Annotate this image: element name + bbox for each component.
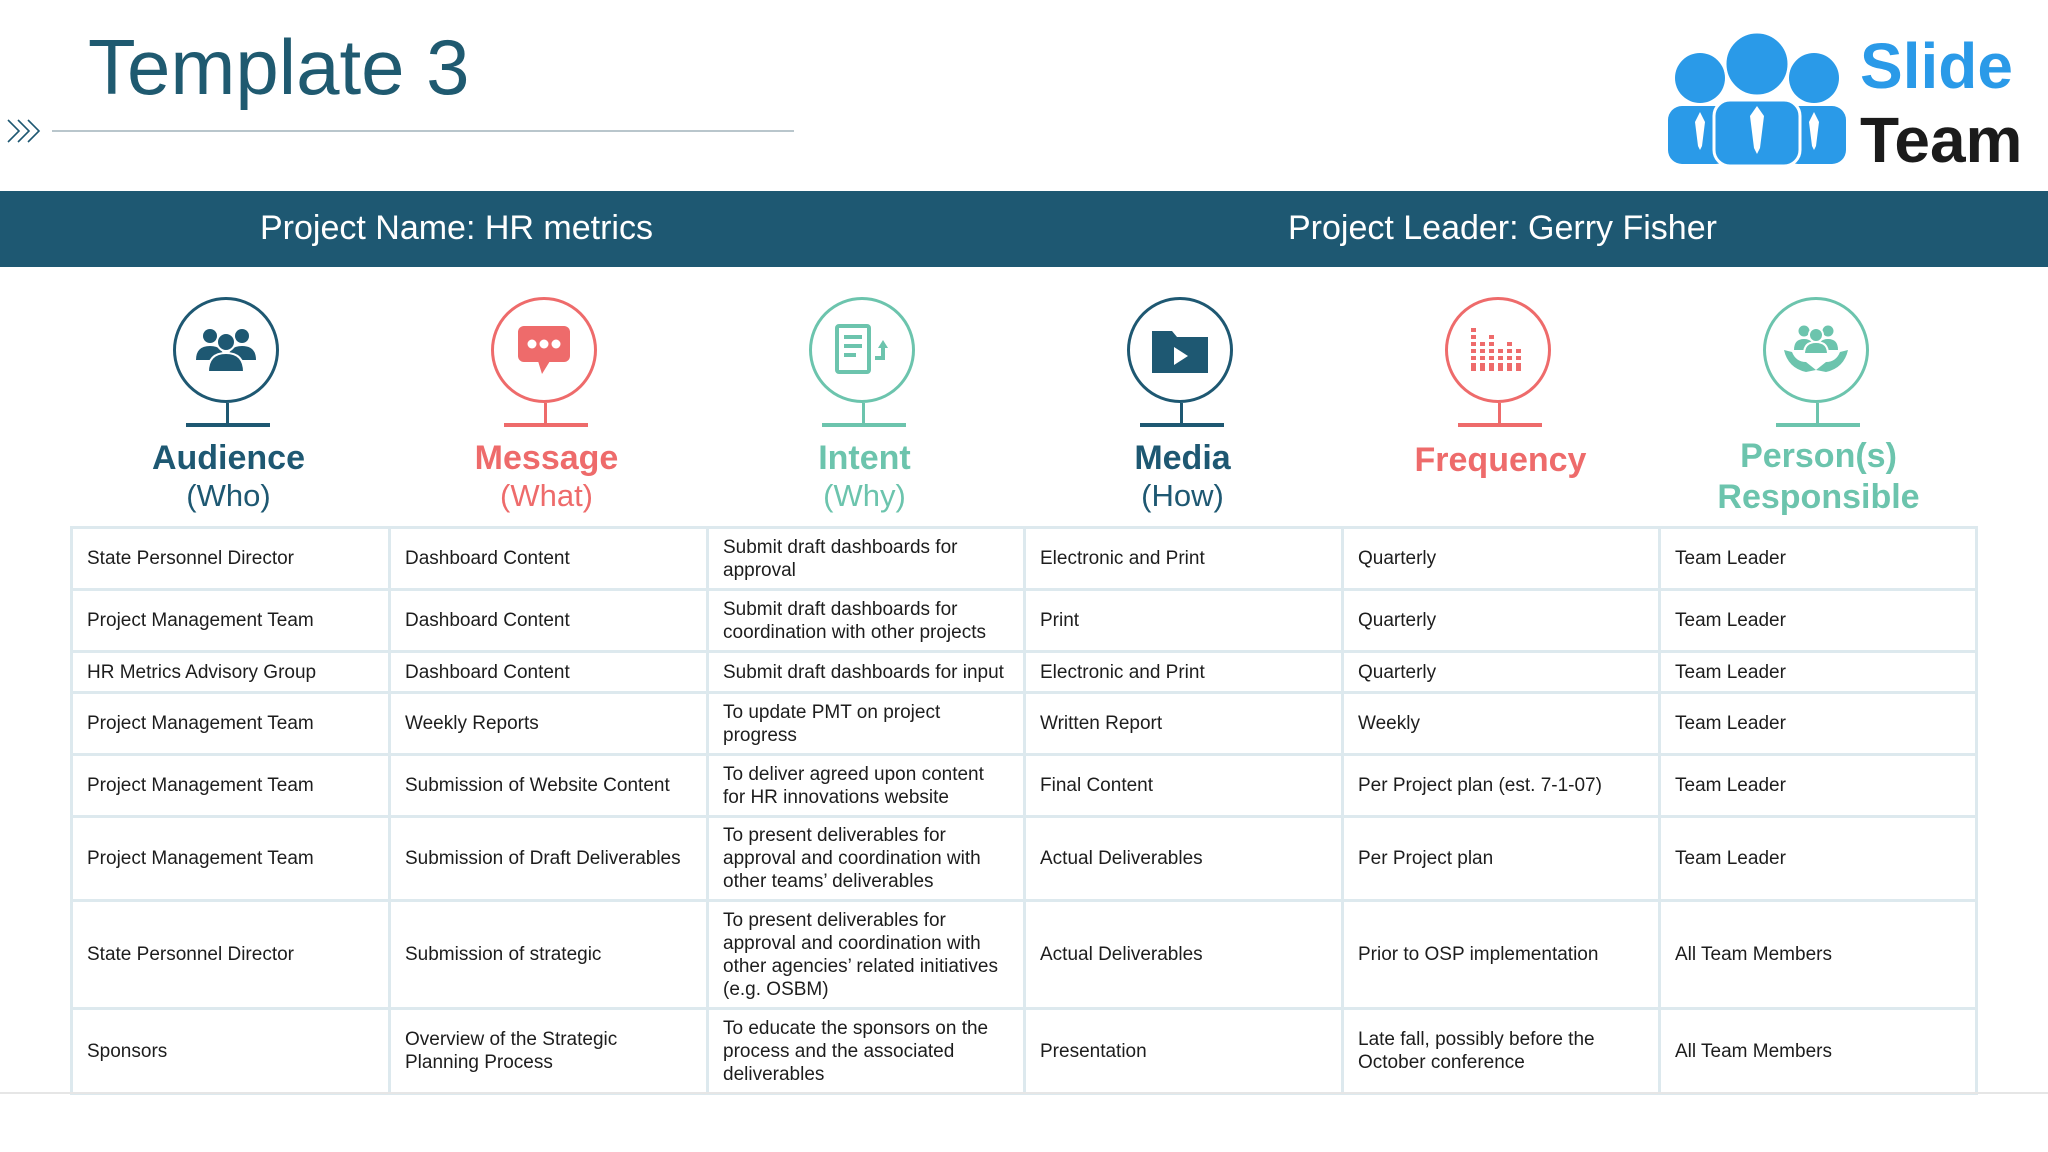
frequency-icon-circle	[1445, 297, 1551, 403]
column-header-frequency	[1342, 290, 1659, 530]
table-cell: Team Leader	[1660, 755, 1977, 817]
slide-title: Template 3	[88, 23, 470, 111]
table-cell: Electronic and Print	[1025, 528, 1343, 590]
chat-bubble-icon	[516, 324, 572, 376]
logo-people-icon	[1664, 30, 1854, 170]
table-cell: Team Leader	[1660, 528, 1977, 590]
column-headers	[70, 290, 1975, 530]
table-cell: Prior to OSP implementation	[1343, 901, 1660, 1009]
table-cell: Presentation	[1025, 1009, 1343, 1094]
table-cell: To deliver agreed upon content for HR innovations website	[708, 755, 1025, 817]
table-cell: Quarterly	[1343, 652, 1660, 693]
column-header-media	[1024, 290, 1341, 530]
message-base	[504, 423, 588, 427]
table-cell: Electronic and Print	[1025, 652, 1343, 693]
column-title-frequency: Frequency	[1414, 441, 1587, 479]
intent-icon-circle	[809, 297, 915, 403]
table-cell: Written Report	[1025, 693, 1343, 755]
table-cell: Actual Deliverables	[1025, 817, 1343, 901]
column-title-message: Message	[474, 439, 619, 477]
title-underline	[52, 130, 794, 132]
column-subtitle-media: (How)	[1141, 478, 1224, 513]
video-folder-icon	[1150, 325, 1210, 375]
audience-stem	[226, 403, 229, 423]
table-cell: Project Management Team	[72, 693, 390, 755]
document-arrow-icon	[831, 322, 893, 378]
table-cell: Quarterly	[1343, 528, 1660, 590]
column-header-intent	[706, 290, 1023, 530]
table-row	[72, 652, 1977, 693]
table-cell: Dashboard Content	[390, 590, 708, 652]
table-cell: Submission of strategic	[390, 901, 708, 1009]
responsible-base	[1776, 423, 1860, 427]
table-cell: All Team Members	[1660, 901, 1977, 1009]
team-hands-icon	[1782, 322, 1850, 378]
responsible-stem	[1816, 403, 1819, 423]
slideteam-logo	[1664, 30, 2024, 176]
table-cell: Team Leader	[1660, 693, 1977, 755]
table-cell: Quarterly	[1343, 590, 1660, 652]
table-cell: Submit draft dashboards for input	[708, 652, 1025, 693]
table-cell: To present deliverables for approval and coordination with other teams’ deliverables	[708, 817, 1025, 901]
logo-word-slide: Slide	[1860, 30, 2013, 102]
table-cell: Team Leader	[1660, 652, 1977, 693]
table-row	[72, 693, 1977, 755]
table-row	[72, 528, 1977, 590]
table-cell: Submit draft dashboards for approval	[708, 528, 1025, 590]
column-subtitle-message: (What)	[500, 478, 593, 513]
table-cell: To present deliverables for approval and coordination with other agencies’ related initiatives (e.g. OSBM)	[708, 901, 1025, 1009]
column-subtitle-audience: (Who)	[186, 478, 271, 513]
project-banner	[0, 191, 2048, 267]
column-header-responsible	[1660, 290, 1977, 530]
table-cell: Project Management Team	[72, 590, 390, 652]
table-cell: Overview of the Strategic Planning Process	[390, 1009, 708, 1094]
column-title-responsible: Person(s) Responsible	[1717, 437, 1920, 516]
audience-base	[186, 423, 270, 427]
project-leader: Project Leader: Gerry Fisher	[1288, 209, 1717, 247]
table-cell: All Team Members	[1660, 1009, 1977, 1094]
message-stem	[544, 403, 547, 423]
table-cell: Print	[1025, 590, 1343, 652]
column-title-media: Media	[1134, 439, 1231, 477]
table-cell: Project Management Team	[72, 755, 390, 817]
communication-table	[70, 526, 1978, 1095]
table-cell: Team Leader	[1660, 590, 1977, 652]
table-cell: Submission of Website Content	[390, 755, 708, 817]
table-cell: Final Content	[1025, 755, 1343, 817]
project-name: Project Name: HR metrics	[260, 209, 653, 247]
intent-base	[822, 423, 906, 427]
table-cell: State Personnel Director	[72, 528, 390, 590]
column-subtitle-intent: (Why)	[823, 478, 906, 513]
table-cell: Per Project plan (est. 7-1-07)	[1343, 755, 1660, 817]
bar-chart-icon	[1467, 322, 1529, 378]
table-cell: Submission of Draft Deliverables	[390, 817, 708, 901]
responsible-icon-circle	[1763, 297, 1869, 403]
table-cell: Weekly	[1343, 693, 1660, 755]
frequency-base	[1458, 423, 1542, 427]
media-stem	[1180, 403, 1183, 423]
table-row	[72, 817, 1977, 901]
table-cell: Per Project plan	[1343, 817, 1660, 901]
audience-icon-circle	[173, 297, 279, 403]
table-cell: HR Metrics Advisory Group	[72, 652, 390, 693]
table-row	[72, 901, 1977, 1009]
column-title-intent: Intent	[818, 439, 911, 477]
logo-word-team: Team	[1860, 104, 2023, 176]
people-group-icon	[192, 326, 260, 374]
column-header-message	[388, 290, 705, 530]
table-cell: To educate the sponsors on the process and the associated deliverables	[708, 1009, 1025, 1094]
table-cell: Actual Deliverables	[1025, 901, 1343, 1009]
table-row	[72, 755, 1977, 817]
column-title-audience: Audience	[151, 439, 306, 477]
table-cell: Weekly Reports	[390, 693, 708, 755]
frequency-stem	[1498, 403, 1501, 423]
chevrons-icon	[6, 118, 50, 144]
table-cell: Project Management Team	[72, 817, 390, 901]
table-cell: State Personnel Director	[72, 901, 390, 1009]
table-row	[72, 590, 1977, 652]
intent-stem	[862, 403, 865, 423]
media-base	[1140, 423, 1224, 427]
message-icon-circle	[491, 297, 597, 403]
table-row	[72, 1009, 1977, 1094]
table-cell: Dashboard Content	[390, 652, 708, 693]
table-cell: To update PMT on project progress	[708, 693, 1025, 755]
table-cell: Late fall, possibly before the October conference	[1343, 1009, 1660, 1094]
table-cell: Sponsors	[72, 1009, 390, 1094]
table-cell: Submit draft dashboards for coordination with other projects	[708, 590, 1025, 652]
table-cell: Team Leader	[1660, 817, 1977, 901]
bottom-divider	[0, 1092, 2048, 1094]
table-cell: Dashboard Content	[390, 528, 708, 590]
column-header-audience	[70, 290, 387, 530]
media-icon-circle	[1127, 297, 1233, 403]
